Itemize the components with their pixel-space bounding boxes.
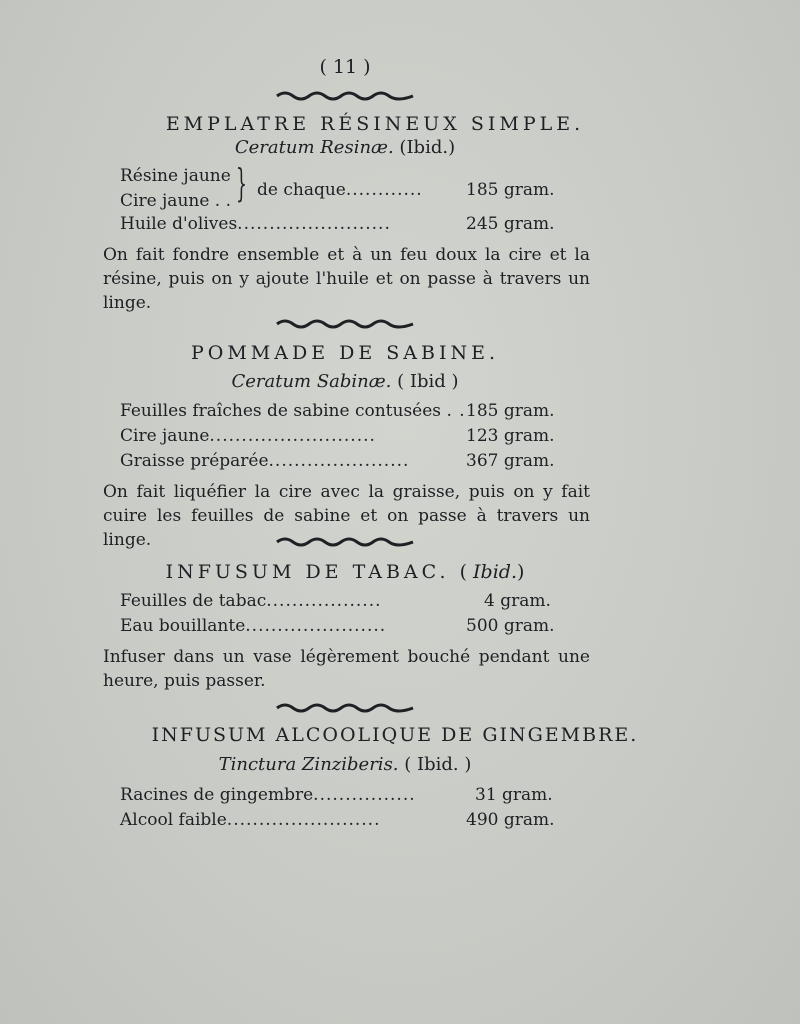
reference: ( Ibid. ) [404,754,472,775]
ingredient-name: Eau bouillante [120,616,246,636]
latin-name: Tinctura Zinziberis. [218,754,399,775]
leader-dots: ........................ [226,810,381,830]
reference: ( Ibid.) [459,561,525,583]
ingredient-name: Cire jaune . . [120,191,232,211]
ingredient-row [120,616,386,636]
section-heading: POMMADE DE SABINE. [190,342,499,364]
leader-dots: ................ [313,785,416,805]
leader-dots: ............ [345,180,423,200]
ingredient-quantity: 500 gram. [466,616,555,636]
ingredient-quantity: 4 gram. [484,591,551,611]
section-heading: EMPLATRE RÉSINEUX SIMPLE. [165,113,585,135]
ingredient-row [120,451,409,471]
leader-dots: .................. [266,591,382,611]
ingredient-quantity: 490 gram. [466,810,555,830]
ingredient-quantity: 123 gram. [466,426,555,446]
ingredient-name: Huile d'olives [120,214,238,234]
ornament-divider [0,700,690,720]
ingredient-quantity: 367 gram. [466,451,555,471]
ingredient-quantity: 31 gram. [475,785,553,805]
ingredient-row [120,214,391,234]
section-heading [0,561,690,583]
ingredient-row [120,810,381,830]
brace-label [257,180,423,200]
ingredient-name: Alcool faible [120,810,227,830]
brace-label-text: de chaque [257,180,346,200]
leader-dots: ........................ [237,214,391,234]
preparation-text: Infuser dans un vase légèrement bouché pendant une heure, puis passer. [103,647,590,691]
leader-dots: ...................... [245,616,387,636]
ornament-divider [0,534,690,554]
ingredient-name: Graisse préparée [120,451,269,471]
leader-dots: . . [446,401,466,421]
brace-glyph: } [236,161,247,205]
ingredient-name: Racines de gingembre [120,785,314,805]
ingredient-row [120,785,416,805]
ornament-divider [0,88,690,108]
ornament-divider [0,316,690,336]
reference-italic: Ibid. [473,561,517,583]
ingredient-name: Résine jaune [120,166,231,186]
section-subtitle [0,371,690,392]
latin-name: Ceratum Sabinæ. [231,371,392,392]
section-heading: INFUSUM ALCOOLIQUE DE GINGEMBRE. [151,724,639,746]
section-subtitle [0,137,690,158]
leader-dots: .......................... [209,426,376,446]
ingredient-quantity: 245 gram. [466,214,555,234]
reference: ( Ibid ) [397,371,459,392]
section-subtitle [0,754,690,775]
ingredient-name: Feuilles fraîches de sabine contusées [120,401,442,421]
leader-dots: ...................... [268,451,410,471]
preparation-text: On fait liquéfier la cire avec la graisse, puis on y fait cuire les feuilles de sabine et on passe à travers un linge. [103,482,590,550]
reference: (Ibid.) [399,137,456,158]
ingredient-quantity: 185 gram. [466,401,555,421]
ingredient-name: Feuilles de tabac [120,591,267,611]
ingredient-quantity: 185 gram. [466,180,555,200]
page-number: ( 11 ) [319,56,371,78]
preparation-text: On fait fondre ensemble et à un feu doux la cire et la résine, puis on y ajoute l'huile et on passe à travers un linge. [103,245,590,313]
ingredient-row [120,401,466,421]
latin-name: Ceratum Resinæ. [234,137,394,158]
ingredient-name: Cire jaune [120,426,210,446]
ingredient-row [120,591,382,611]
ingredient-row [120,426,376,446]
heading-text: INFUSUM DE TABAC. [165,561,450,583]
